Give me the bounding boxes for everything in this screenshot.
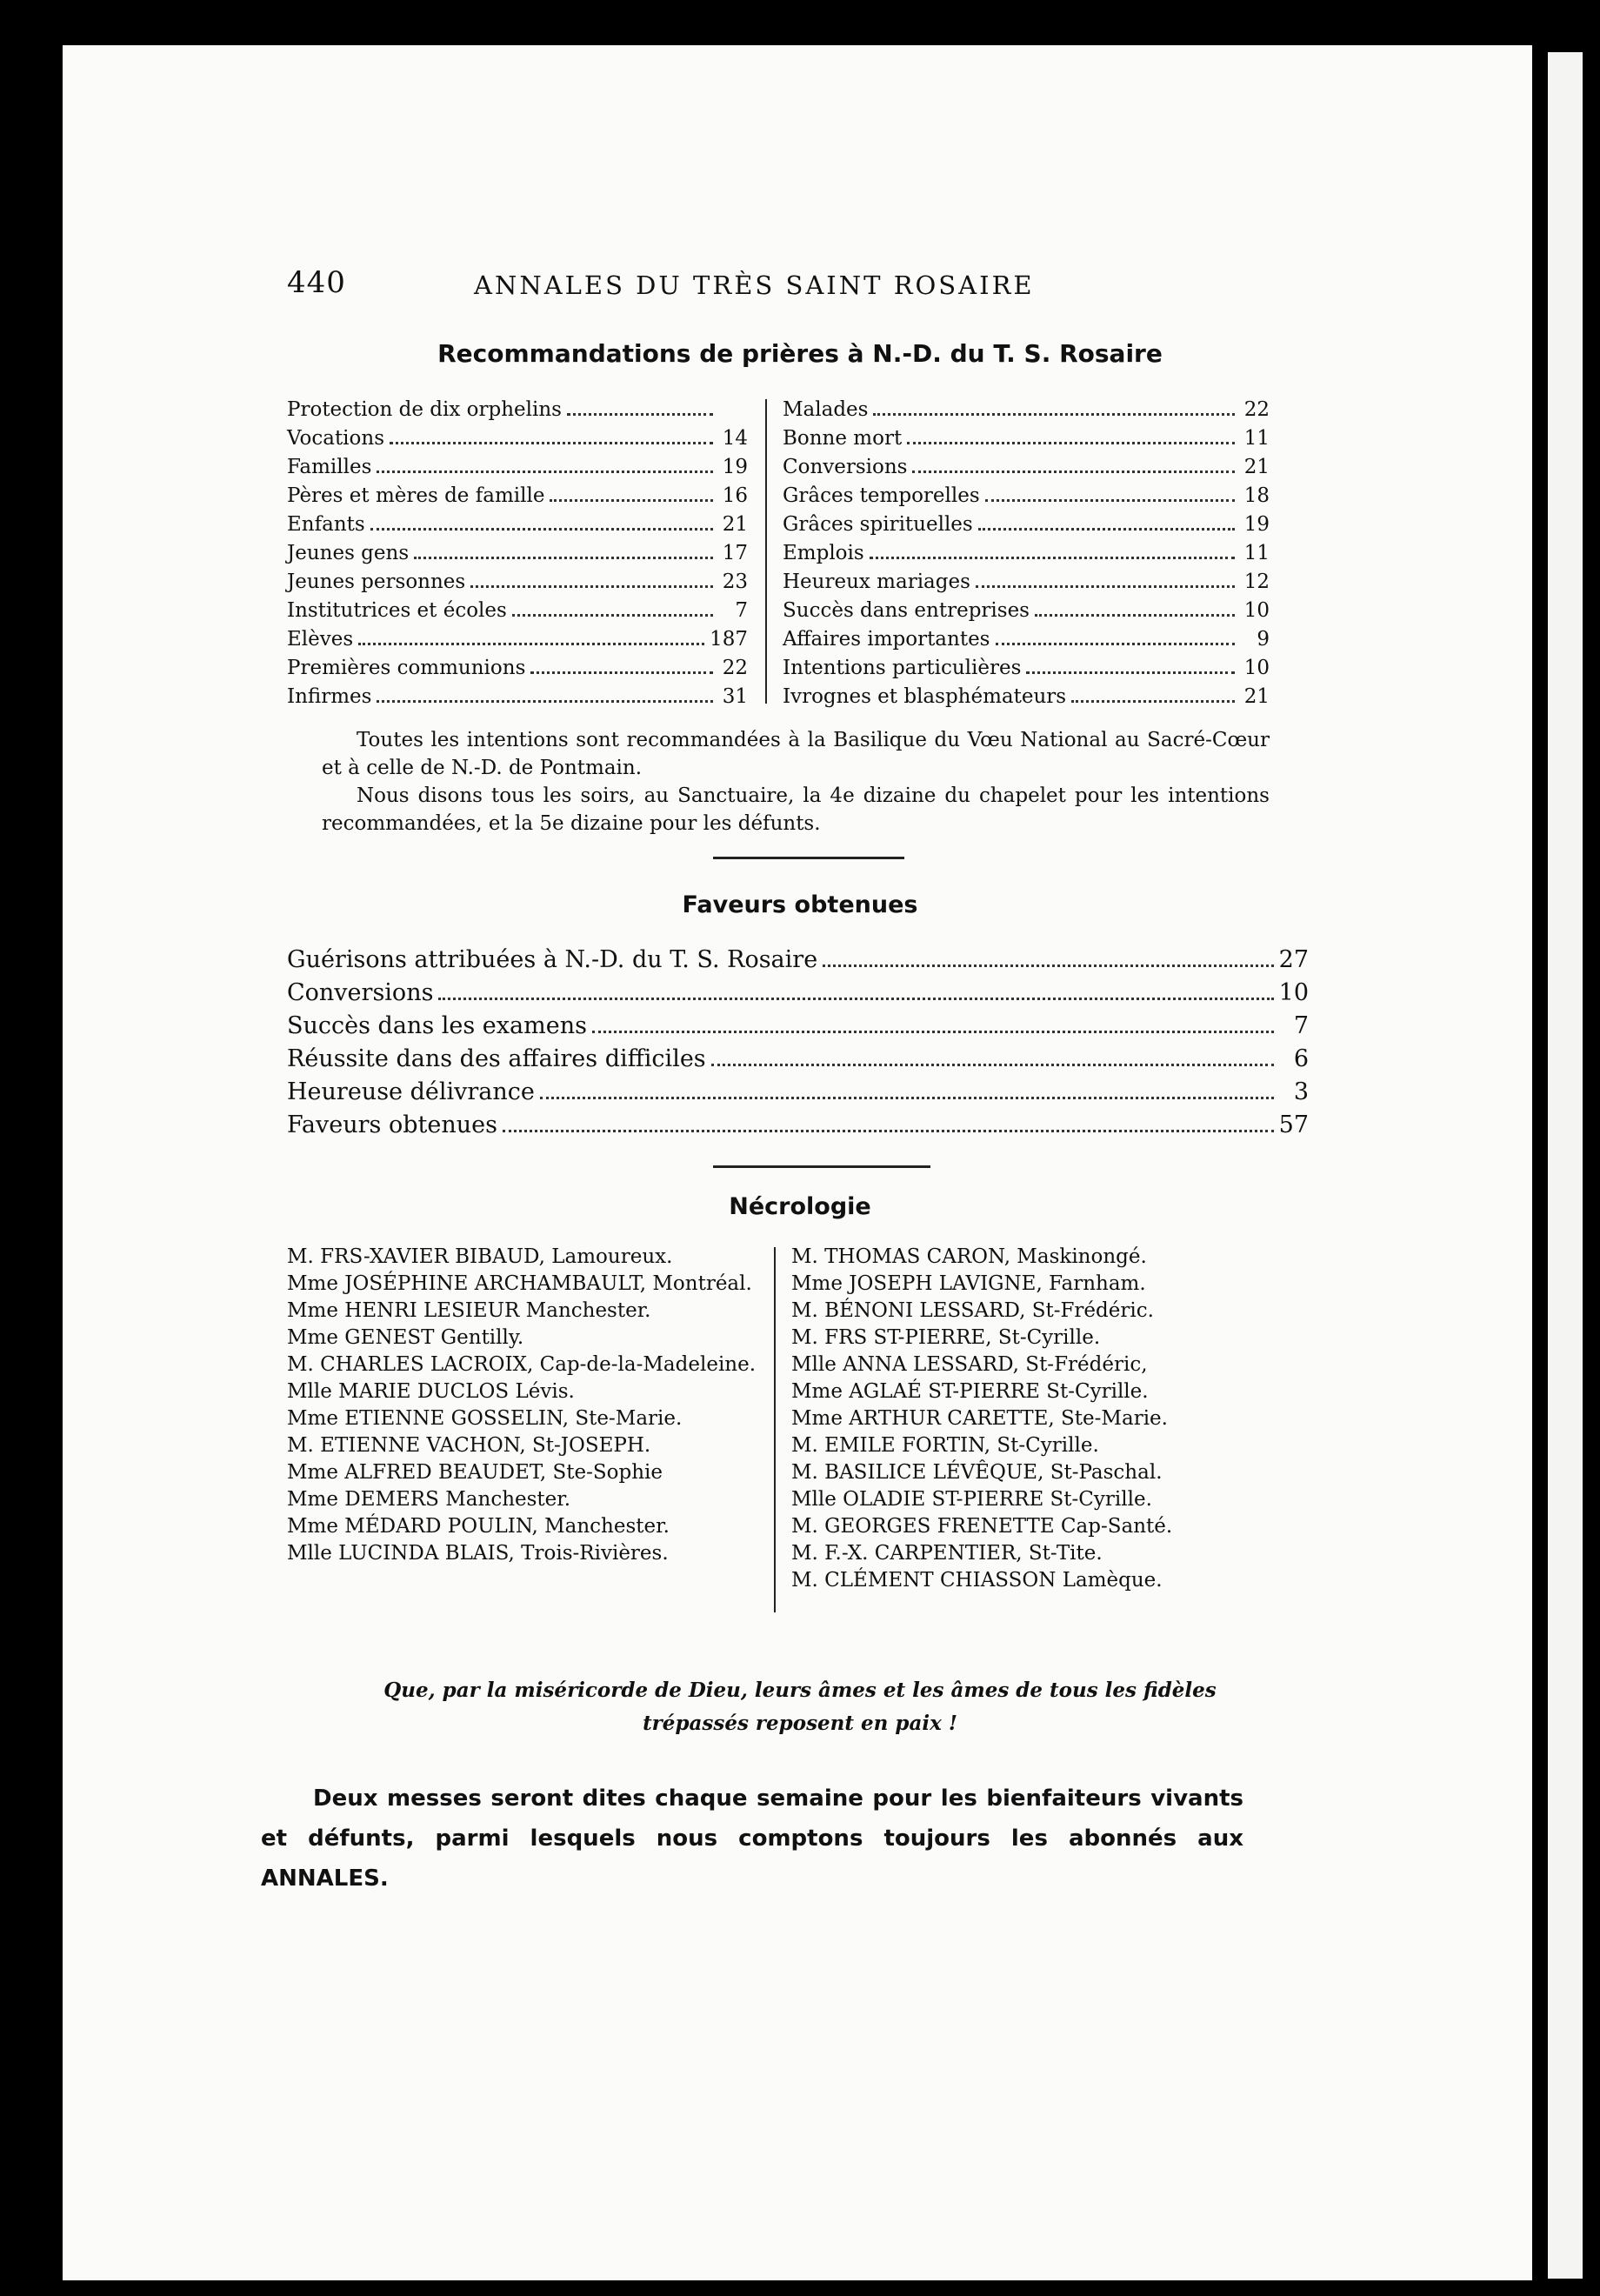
faveur-row: [287, 977, 1309, 1010]
dot-leader: [438, 998, 1273, 1000]
dot-leader: [823, 964, 1273, 967]
entry-count: 6: [1293, 1045, 1309, 1072]
entry-label: Heureuse délivrance: [287, 1078, 535, 1105]
necrologie-entry: Mlle ANNA LESSARD, St-Frédéric,: [791, 1353, 1148, 1376]
entry-label: Protection de dix orphelins: [287, 398, 562, 421]
entry-label: Jeunes personnes: [287, 571, 466, 593]
dot-leader: [358, 643, 704, 645]
dot-leader: [592, 1031, 1274, 1033]
dot-leader: [567, 413, 713, 416]
dot-leader: [912, 471, 1235, 473]
recommandation-row: [783, 539, 1270, 568]
dot-leader: [377, 471, 713, 473]
dot-leader: [377, 700, 713, 703]
dot-leader: [370, 528, 713, 531]
entry-label: Elèves: [287, 628, 354, 651]
entry-label: Emplois: [783, 542, 864, 564]
entry-count: 10: [1243, 657, 1270, 679]
necrologie-entry: Mlle LUCINDA BLAIS, Trois-Rivières.: [287, 1542, 669, 1565]
entry-count: 22: [1243, 398, 1270, 421]
recommandation-row: [783, 453, 1270, 482]
entry-count: 7: [1293, 1012, 1309, 1039]
entry-label: Vocations: [287, 427, 385, 450]
necrologie-entry: M. F.-X. CARPENTIER, St-Tite.: [791, 1542, 1103, 1565]
dot-leader: [470, 585, 713, 588]
dot-leader: [1035, 614, 1235, 617]
necrologie-right-column: [791, 1244, 1278, 1594]
recommandation-row: [287, 654, 748, 683]
recommandation-row: [783, 625, 1270, 654]
dot-leader: [530, 671, 713, 674]
dot-leader: [540, 1097, 1274, 1099]
entry-label: Institutrices et écoles: [287, 599, 507, 622]
dot-leader: [512, 614, 713, 617]
entry-label: Ivrognes et blasphémateurs: [783, 685, 1067, 708]
entry-count: 14: [722, 427, 748, 450]
necrologie-left-column: [287, 1244, 757, 1567]
recommandation-row: [287, 424, 748, 453]
necrologie-title: Nécrologie: [729, 1193, 871, 1220]
recommandations-notes: [322, 726, 1270, 838]
necrologie-entry: Mme ETIENNE GOSSELIN, Ste-Marie.: [287, 1407, 683, 1430]
entry-label: Infirmes: [287, 685, 372, 708]
faveurs-list: [287, 944, 1309, 1142]
entry-count: 31: [722, 685, 748, 708]
closing-emphasis: ANNALES.: [261, 1866, 389, 1892]
dot-leader: [978, 528, 1235, 531]
necrologie-entry: Mme JOSÉPHINE ARCHAMBAULT, Montréal.: [287, 1272, 752, 1295]
recommandation-row: [783, 597, 1270, 625]
entry-count: 19: [722, 456, 748, 478]
recommandation-row: [783, 683, 1270, 711]
recommandation-row: [287, 453, 748, 482]
necrologie-entry: M. FRS ST-PIERRE, St-Cyrille.: [791, 1326, 1101, 1349]
necrologie-entry: Mme AGLAÉ ST-PIERRE St-Cyrille.: [791, 1380, 1149, 1403]
recommandation-row: [287, 597, 748, 625]
dot-leader: [985, 499, 1235, 502]
recommandations-left-column: [287, 396, 748, 711]
dot-leader: [414, 557, 713, 559]
entry-count: 10: [1278, 979, 1309, 1006]
entry-label: Succès dans entreprises: [783, 599, 1030, 622]
entry-count: 18: [1243, 484, 1270, 507]
entry-label: Premières communions: [287, 657, 526, 679]
recommandation-row: [783, 511, 1270, 539]
necrologie-entry: M. CHARLES LACROIX, Cap-de-la-Madeleine.: [287, 1353, 757, 1376]
entry-label: Réussite dans des affaires difficiles: [287, 1045, 706, 1072]
necrologie-entry: M. CLÉMENT CHIASSON Lamèque.: [791, 1569, 1163, 1592]
entry-label: Guérisons attribuées à N.-D. du T. S. Rosaire: [287, 946, 818, 973]
faveur-row: [287, 1010, 1309, 1043]
faveur-row: [287, 1076, 1309, 1109]
entry-label: Bonne mort: [783, 427, 903, 450]
entry-label: Jeunes gens: [287, 542, 410, 564]
necrologie-entry: M. BÉNONI LESSARD, St-Frédéric.: [791, 1299, 1154, 1322]
entry-label: Heureux mariages: [783, 571, 970, 593]
dot-leader: [870, 557, 1235, 559]
recommandation-row: [287, 625, 748, 654]
entry-count: 3: [1293, 1078, 1309, 1105]
recommandation-row: [783, 568, 1270, 597]
column-divider: [774, 1247, 776, 1612]
recommandation-row: [287, 568, 748, 597]
entry-count: 12: [1243, 571, 1270, 593]
entry-count: 57: [1278, 1111, 1309, 1138]
recommandations-title: Recommandations de prières à N.-D. du T. S. Rosaire: [437, 339, 1163, 368]
necrologie-entry: Mme HENRI LESIEUR Manchester.: [287, 1299, 651, 1322]
necrologie-entry: M. FRS-XAVIER BIBAUD, Lamoureux.: [287, 1245, 673, 1268]
entry-label: Conversions: [287, 979, 434, 1006]
entry-count: 17: [722, 542, 748, 564]
column-divider: [765, 399, 767, 704]
faveur-row: [287, 1043, 1309, 1076]
closing-paragraph: [261, 1779, 1243, 1899]
recommandation-row: [287, 683, 748, 711]
necrologie-entry: Mme GENEST Gentilly.: [287, 1326, 524, 1349]
entry-label: Conversions: [783, 456, 908, 478]
faveur-row: [287, 1109, 1309, 1142]
dot-leader: [390, 442, 713, 444]
recommandation-row: [783, 396, 1270, 424]
necrologie-entry: Mme MÉDARD POULIN, Manchester.: [287, 1515, 670, 1538]
entry-count: 27: [1278, 946, 1309, 973]
recommandation-row: [287, 396, 748, 424]
entry-count: 19: [1243, 513, 1270, 536]
dot-leader: [907, 442, 1235, 444]
entry-count: 11: [1243, 542, 1270, 564]
necrologie-entry: Mme ALFRED BEAUDET, Ste-Sophie: [287, 1461, 663, 1484]
entry-label: Faveurs obtenues: [287, 1111, 497, 1138]
necrologie-entry: Mlle OLADIE ST-PIERRE St-Cyrille.: [791, 1488, 1152, 1511]
faveur-row: [287, 944, 1309, 977]
dot-leader: [976, 585, 1235, 588]
adjacent-page-edge: [1548, 52, 1583, 2279]
entry-label: Familles: [287, 456, 372, 478]
entry-label: Intentions particulières: [783, 657, 1022, 679]
necrologie-entry: Mme ARTHUR CARETTE, Ste-Marie.: [791, 1407, 1168, 1430]
entry-count: 21: [1243, 685, 1270, 708]
faveurs-title: Faveurs obtenues: [682, 891, 918, 918]
entry-count: 7: [735, 599, 748, 622]
entry-label: Enfants: [287, 513, 365, 536]
entry-label: Malades: [783, 398, 869, 421]
entry-count: 21: [1243, 456, 1270, 478]
necrologie-entry: M. THOMAS CARON, Maskinongé.: [791, 1245, 1147, 1268]
prayer-text: Que, par la miséricorde de Dieu, leurs âmes et les âmes de tous les fidèles trépassés reposent en paix !: [383, 1679, 1217, 1735]
recommandation-row: [783, 482, 1270, 511]
necrologie-entry: Mme JOSEPH LAVIGNE, Farnham.: [791, 1272, 1146, 1295]
dot-leader: [711, 1064, 1274, 1066]
necrologie-entry: M. ETIENNE VACHON, St-JOSEPH.: [287, 1434, 651, 1457]
necrologie-entry: Mme DEMERS Manchester.: [287, 1488, 571, 1511]
necrologie-entry: Mlle MARIE DUCLOS Lévis.: [287, 1380, 575, 1403]
recommandations-right-column: [783, 396, 1270, 711]
necrologie-entry: M. BASILICE LÉVÊQUE, St-Paschal.: [791, 1461, 1163, 1484]
entry-count: 9: [1257, 628, 1270, 651]
section-rule: [713, 1165, 930, 1168]
recommandation-row: [287, 482, 748, 511]
page-sheet: [63, 45, 1532, 2280]
necrologie-entry: M. EMILE FORTIN, St-Cyrille.: [791, 1434, 1099, 1457]
entry-count: 23: [722, 571, 748, 593]
entry-label: Succès dans les examens: [287, 1012, 587, 1039]
dot-leader: [1026, 671, 1235, 674]
necrologie-entry: M. GEORGES FRENETTE Cap-Santé.: [791, 1515, 1173, 1538]
entry-count: 16: [722, 484, 748, 507]
recommandations-table: [287, 396, 1313, 709]
note-basilique: Toutes les intentions sont recommandées à la Basilique du Vœu National au Sacré-Cœur et à celle de N.-D. de Pontmain.: [322, 729, 1270, 779]
entry-count: 10: [1243, 599, 1270, 622]
note-chapelet: Nous disons tous les soirs, au Sanctuaire, la 4e dizaine du chapelet pour les intentions recommandées, et la 5e dizaine pour les défunts.: [322, 784, 1270, 835]
running-title: ANNALES DU TRÈS SAINT ROSAIRE: [474, 270, 1035, 300]
entry-count: 21: [722, 513, 748, 536]
recommandation-row: [783, 654, 1270, 683]
dot-leader: [996, 643, 1236, 645]
dot-leader: [550, 499, 713, 502]
closing-text: Deux messes seront dites chaque semaine pour les bienfaiteurs vivants et défunts, parmi lesquels nous comptons toujours les abonnés aux: [261, 1785, 1243, 1852]
entry-count: 22: [722, 657, 748, 679]
entry-count: 11: [1243, 427, 1270, 450]
dot-leader: [1071, 700, 1235, 703]
recommandation-row: [287, 539, 748, 568]
entry-label: Grâces spirituelles: [783, 513, 973, 536]
recommandation-row: [783, 424, 1270, 453]
section-rule: [713, 857, 904, 859]
entry-label: Affaires importantes: [783, 628, 990, 651]
dot-leader: [873, 413, 1235, 416]
entry-label: Pères et mères de famille: [287, 484, 545, 507]
recommandation-row: [287, 511, 748, 539]
entry-label: Grâces temporelles: [783, 484, 980, 507]
entry-count: 187: [710, 628, 748, 651]
dot-leader: [503, 1130, 1274, 1132]
page-number: 440: [287, 265, 346, 300]
